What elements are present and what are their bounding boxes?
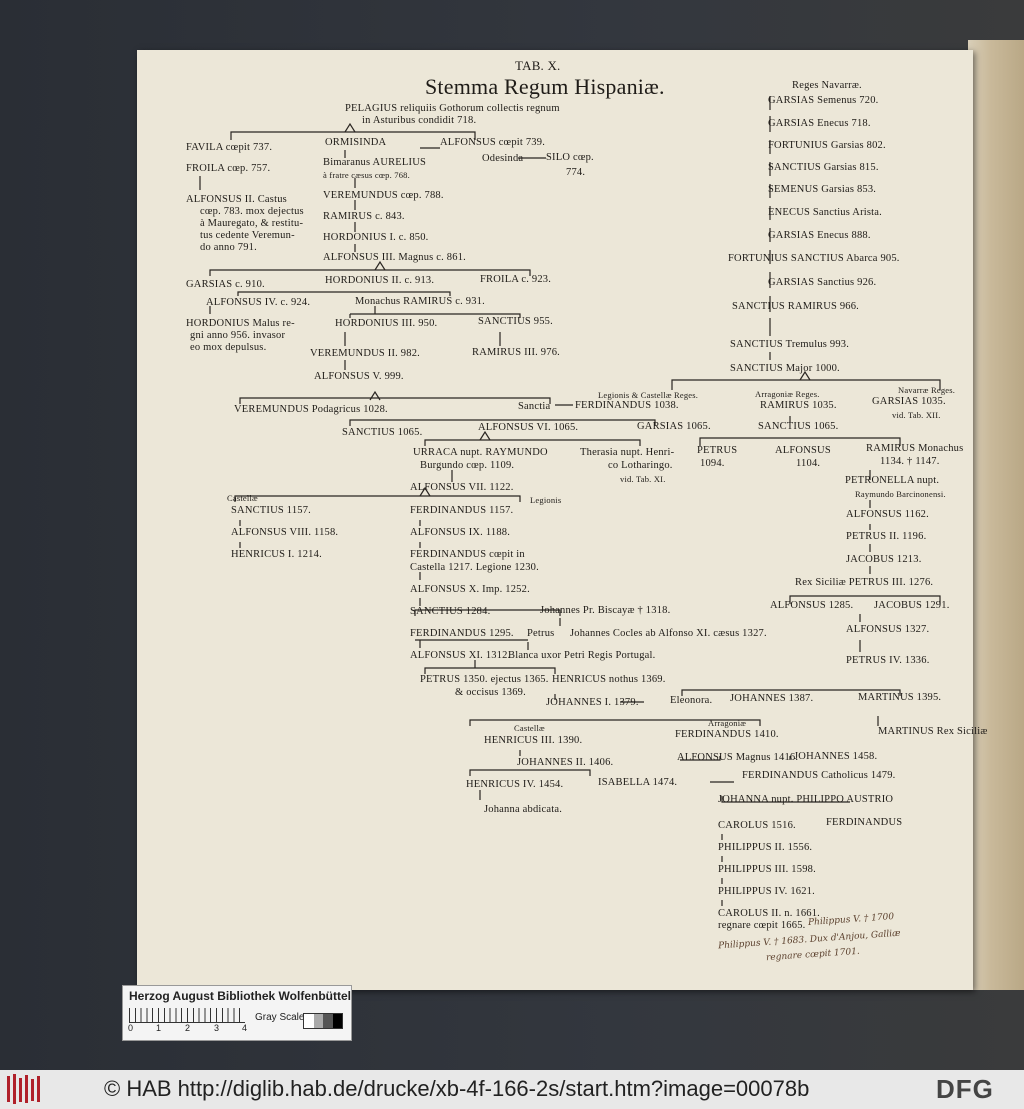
entry-aurelius1: Bimaranus AURELIUS (323, 157, 427, 168)
entry-ramirus1: RAMIRUS c. 843. (323, 211, 405, 222)
library-color-card (122, 985, 352, 1041)
entry-ferdinandus1157: FERDINANDUS 1157. (410, 505, 514, 516)
entry-ramirus-monachus: RAMIRUS Monachus (866, 443, 964, 454)
entry-hordonius3: HORDONIUS III. 950. (335, 318, 438, 329)
handwritten-note-3: regnare cœpit 1701. (765, 946, 861, 964)
entry-raymundo: Raymundo Barcinonensi. (855, 489, 946, 499)
entry-hordMalus3: eo mox depulsus. (190, 342, 267, 353)
entry-odesinda: Odesinda (482, 153, 524, 164)
entry-blanca: Blanca uxor Petri Regis Portugal. (508, 650, 656, 661)
entry-henricus4: HENRICUS IV. 1454. (466, 779, 564, 790)
entry-garsias910: GARSIAS c. 910. (186, 279, 265, 290)
ruler-number: 1 (156, 1023, 162, 1033)
label-castellae-1: Castellæ (227, 493, 258, 503)
entry-sanctius1157: SANCTIUS 1157. (231, 505, 312, 516)
entry-aurelius2: à fratre cæsus cœp. 768. (323, 170, 410, 180)
entry-silo1: SILO cœp. (546, 152, 594, 163)
entry-johannes2: JOHANNES II. 1406. (517, 757, 614, 768)
entry-alfonsus1: ALFONSUS cœpit 739. (440, 137, 546, 148)
entry-petrus1094b: 1094. (700, 458, 725, 469)
page-title: Stemma Regum Hispaniæ. (425, 74, 665, 99)
entry-ferd1410: FERDINANDUS 1410. (675, 729, 779, 740)
entry-phil3: PHILIPPUS III. 1598. (718, 864, 816, 875)
navarre-header: Reges Navarræ. (792, 80, 862, 91)
navarre-king: SANCTIUS RAMIRUS 966. (732, 301, 860, 312)
entry-therasia1: Therasia nupt. Henri- (580, 447, 675, 458)
label-aragoniae-reges: Arragoniæ Reges. (755, 389, 820, 399)
entry-ramirus2: Monachus RAMIRUS c. 931. (355, 296, 485, 307)
navarre-king: SANCTIUS Tremulus 993. (730, 339, 850, 350)
entry-garsias1035: GARSIAS 1035. (872, 396, 946, 407)
entry-veremundus3: VEREMUNDUS Podagricus 1028. (234, 404, 388, 415)
entry-petrus1350b: & occisus 1369. (455, 687, 526, 698)
label-legionis-castellae: Legionis & Castellæ Reges. (598, 390, 699, 400)
entry-johannaNupt: JOHANNA nupt. PHILIPPO AUSTRIO (718, 794, 894, 805)
entry-alf2a: ALFONSUS II. Castus (186, 194, 287, 205)
gray-scale-swatch (303, 1013, 343, 1029)
entry-alf1162: ALFONSUS 1162. (846, 509, 929, 520)
entry-alf11: ALFONSUS XI. 1312. (410, 650, 511, 661)
entry-froila1: FROILA cœp. 757. (186, 163, 271, 174)
entry-hordonius1: HORDONIUS I. c. 850. (323, 232, 429, 243)
entry-jacobus1213: JACOBUS 1213. (846, 554, 922, 565)
entry-henricus3: HENRICUS III. 1390. (484, 735, 583, 746)
gray-scale-label: Gray Scale (255, 1012, 305, 1023)
entry-alf2c: à Mauregato, & restitu- (200, 218, 304, 229)
navarre-king: GARSIAS Enecus 888. (768, 230, 871, 241)
entry-alf6: ALFONSUS VI. 1065. (478, 422, 579, 433)
entry-veremundus2: VEREMUNDUS II. 982. (310, 348, 420, 359)
entry-alf10: ALFONSUS X. Imp. 1252. (410, 584, 530, 595)
entry-johanna: Johanna abdicata. (484, 804, 563, 815)
entry-sanctia: Sanctia (518, 401, 551, 412)
entry-veremundus1: VEREMUNDUS cœp. 788. (323, 190, 444, 201)
entry-sanctius955: SANCTIUS 955. (478, 316, 553, 327)
entry-sanctius1284: SANCTIUS 1284. (410, 606, 491, 617)
entry-alf2b: cœp. 783. mox dejectus (200, 206, 304, 217)
entry-johannes1: JOHANNES I. 1379. (546, 697, 639, 708)
entry-johannes1458: JOHANNES 1458. (794, 751, 878, 762)
entry-hordonius2: HORDONIUS II. c. 913. (325, 275, 435, 286)
entry-petrus4: PETRUS IV. 1336. (846, 655, 930, 666)
navarre-king: ENECUS Sanctius Arista. (768, 207, 882, 218)
label-castellae-2: Castellæ (514, 723, 545, 733)
entry-ramirus3: RAMIRUS III. 976. (472, 347, 560, 358)
intro-line-1: PELAGIUS reliquiis Gothorum collectis regnum (345, 103, 560, 114)
entry-vid-xii: vid. Tab. XII. (892, 410, 941, 420)
navarre-king: GARSIAS Semenus 720. (768, 95, 879, 106)
entry-alf5: ALFONSUS V. 999. (314, 371, 404, 382)
entry-carolus1516: CAROLUS 1516. (718, 820, 796, 831)
entry-ramirus-dates: 1134. † 1147. (880, 456, 940, 467)
entry-ferdCath: FERDINANDUS Catholicus 1479. (742, 770, 896, 781)
entry-petrus3: Rex Siciliæ PETRUS III. 1276. (795, 577, 934, 588)
entry-petrus1350a: PETRUS 1350. ejectus 1365. (420, 674, 549, 685)
plate-number: TAB. X. (515, 58, 561, 73)
entry-martinusSic: MARTINUS Rex Siciliæ (878, 726, 988, 737)
entry-phil4: PHILIPPUS IV. 1621. (718, 886, 815, 897)
entry-ormisinda: ORMISINDA (325, 137, 387, 148)
entry-isabella: ISABELLA 1474. (598, 777, 678, 788)
navarre-king: FORTUNIUS Garsias 802. (768, 140, 886, 151)
navarre-king: FORTUNIUS SANCTIUS Abarca 905. (728, 253, 900, 264)
entry-petrus-s: Petrus (527, 628, 555, 639)
entry-alf4: ALFONSUS IV. c. 924. (206, 297, 311, 308)
entry-sanctius1065: SANCTIUS 1065. (342, 427, 423, 438)
hab-logo-icon (5, 1072, 47, 1106)
entry-petronella: PETRONELLA nupt. (845, 475, 940, 486)
entry-ferd3a: FERDINANDUS cœpit in (410, 549, 525, 560)
entry-petrus1094a: PETRUS (697, 445, 738, 456)
entry-therasia2: co Lotharingo. (608, 460, 673, 471)
entry-carolus2b: regnare cœpit 1665. (718, 920, 806, 931)
entry-ramirus1035: RAMIRUS 1035. (760, 400, 837, 411)
entry-hordMalus1: HORDONIUS Malus re- (186, 318, 295, 329)
entry-alf2d: tus cedente Veremun- (200, 230, 295, 241)
entry-alf1285: ALFONSUS 1285. (770, 600, 854, 611)
entry-eleonora: Eleonora. (670, 695, 713, 706)
entry-therasia3: vid. Tab. XI. (620, 474, 666, 484)
book-edge (968, 40, 1024, 990)
entry-henricus1: HENRICUS I. 1214. (231, 549, 322, 560)
handwritten-note-1: Philippus V. † 1700 (807, 912, 895, 928)
entry-martinus1395: MARTINUS 1395. (858, 692, 942, 703)
label-legionis-1: Legionis (530, 495, 562, 505)
entry-alfonsus1104b: 1104. (796, 458, 821, 469)
entry-alf2e: do anno 791. (200, 242, 257, 253)
entry-johCocles: Johannes Cocles ab Alfonso XI. cæsus 1327. (570, 628, 767, 639)
intro-line-2: in Asturibus condidit 718. (362, 115, 477, 126)
entry-alf1327: ALFONSUS 1327. (846, 624, 930, 635)
entry-urraca1: URRACA nupt. RAYMUNDO (413, 447, 548, 458)
entry-johannes1387: JOHANNES 1387. (730, 693, 814, 704)
entry-alf3: ALFONSUS III. Magnus c. 861. (323, 252, 466, 263)
copyright-url-link[interactable]: © HAB http://diglib.hab.de/drucke/xb-4f-166-2s/start.htm?image=00078b (104, 1076, 810, 1101)
label-navarrae-reges: Navarræ Reges. (898, 385, 956, 395)
entry-johPr: Johannes Pr. Biscayæ † 1318. (540, 605, 671, 616)
entry-alf8: ALFONSUS VIII. 1158. (231, 527, 339, 538)
entry-jacobus1291: JACOBUS 1291. (874, 600, 950, 611)
entry-alf9: ALFONSUS IX. 1188. (410, 527, 511, 538)
entry-ferdinandus1038: FERDINANDUS 1038. (575, 400, 679, 411)
ruler-number: 3 (214, 1023, 220, 1033)
entry-garsias1065: GARSIAS 1065. (637, 421, 711, 432)
entry-hordMalus2: gni anno 956. invasor (190, 330, 286, 341)
entry-phil2: PHILIPPUS II. 1556. (718, 842, 813, 853)
ruler-number: 0 (128, 1023, 134, 1033)
entry-henricusNothus: HENRICUS nothus 1369. (552, 674, 666, 685)
entry-carolus2a: CAROLUS II. n. 1661. (718, 908, 821, 919)
ruler-number: 2 (185, 1023, 191, 1033)
navarre-king: SEMENUS Garsias 853. (768, 184, 877, 195)
label-aragoniae-2: Arragoniæ (708, 718, 747, 728)
entry-ferd1295: FERDINANDUS 1295. (410, 628, 514, 639)
ruler-scale (129, 1008, 245, 1023)
entry-petrus2: PETRUS II. 1196. (846, 531, 927, 542)
library-name: Herzog August Bibliothek Wolfenbüttel (129, 989, 351, 1003)
entry-favila: FAVILA cœpit 737. (186, 142, 273, 153)
entry-ferdinandus-s: FERDINANDUS (826, 817, 903, 828)
navarre-king: GARSIAS Enecus 718. (768, 118, 871, 129)
navarre-king: GARSIAS Sanctius 926. (768, 277, 877, 288)
entry-ferd3b: Castella 1217. Legione 1230. (410, 562, 539, 573)
entry-alfonsus1104a: ALFONSUS (775, 445, 831, 456)
entry-sanctius1065-arag: SANCTIUS 1065. (758, 421, 839, 432)
handwritten-note-2: Philippus V. † 1683. Dux d'Anjou, Galliæ (717, 928, 901, 952)
entry-urraca2: Burgundo cœp. 1109. (420, 460, 515, 471)
dfg-logo: DFG (936, 1074, 994, 1104)
entry-froila923: FROILA c. 923. (480, 274, 552, 285)
entry-alf7: ALFONSUS VII. 1122. (410, 482, 514, 493)
navarre-king: SANCTIUS Garsias 815. (768, 162, 879, 173)
navarre-king: SANCTIUS Major 1000. (730, 363, 840, 374)
ruler-number: 4 (242, 1023, 248, 1033)
entry-silo2: 774. (566, 167, 586, 178)
entry-alfMagnus: ALFONSUS Magnus 1416. (677, 752, 799, 763)
